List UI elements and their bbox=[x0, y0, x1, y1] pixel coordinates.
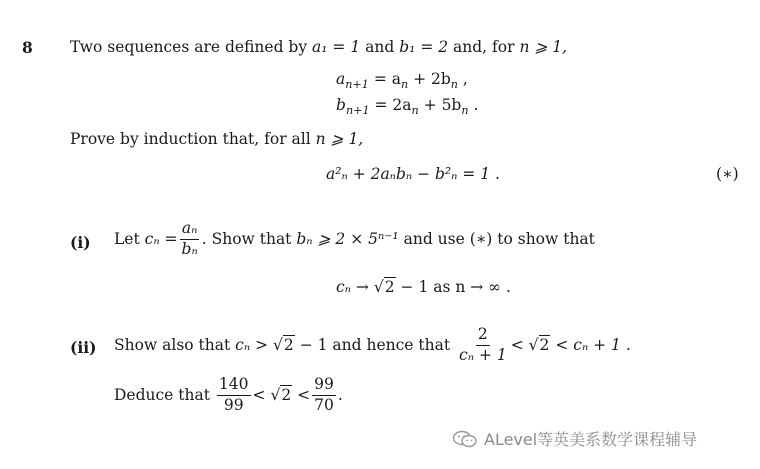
lt-symbol: < bbox=[252, 386, 266, 405]
deduce-end: . bbox=[337, 386, 343, 405]
hence-fraction-den: cₙ + 1 bbox=[459, 345, 507, 364]
deduce-text: Deduce that bbox=[114, 386, 210, 405]
sqrt-symbol: √2 bbox=[270, 386, 292, 405]
eq2-end: . bbox=[468, 96, 479, 114]
sqrt-radicand: 2 bbox=[539, 336, 550, 355]
show-also-text: Show also that bbox=[114, 336, 231, 355]
lt-symbol: < bbox=[510, 336, 524, 355]
deduce-fraction-1-den: 99 bbox=[223, 395, 244, 414]
tail-text: < cₙ + 1 . bbox=[555, 336, 631, 355]
prove-condition: n ⩾ 1, bbox=[315, 130, 364, 148]
cn-fraction-den: bₙ bbox=[181, 239, 198, 258]
hence-fraction-num: 2 bbox=[476, 326, 490, 346]
intro-and: and bbox=[365, 38, 395, 56]
deduce-fraction-1-num: 140 bbox=[217, 376, 251, 396]
cn-gt: cₙ > bbox=[235, 336, 269, 355]
limit-lhs: cₙ → bbox=[336, 278, 369, 296]
eq1-rhs2: + 2b bbox=[408, 70, 451, 88]
let-text: Let bbox=[114, 230, 140, 249]
part-i-line bbox=[114, 220, 595, 259]
sqrt-symbol: √2 bbox=[273, 336, 294, 355]
deduce-line bbox=[114, 376, 343, 415]
identity-star: a²ₙ + 2aₙbₙ − b²ₙ = 1 . bbox=[326, 165, 500, 183]
eq2-rhs2-sub: n bbox=[461, 104, 469, 118]
limit-line bbox=[336, 278, 511, 296]
cn-def: cₙ = bbox=[144, 230, 178, 249]
show-text: . Show that bbox=[201, 230, 292, 249]
recurrence-a bbox=[336, 70, 468, 91]
identity-tag: (∗) bbox=[716, 165, 739, 183]
eq2-rhs: = 2a bbox=[374, 96, 412, 114]
deduce-fraction-2-den: 70 bbox=[314, 395, 334, 414]
eq2-rhs2: + 5b bbox=[418, 96, 462, 114]
eq1-rhs2-sub: n bbox=[450, 78, 458, 92]
deduce-fraction-2 bbox=[312, 376, 336, 415]
intro-and-for: and, for bbox=[453, 38, 515, 56]
eq2-lhs-sub: n+1 bbox=[345, 104, 370, 118]
eq2-lhs: b bbox=[336, 96, 346, 114]
cn-fraction bbox=[180, 220, 200, 259]
recurrence-b bbox=[336, 96, 478, 117]
prove-text: Prove by induction that, for all bbox=[70, 130, 311, 148]
limit-rest: − 1 as n → ∞ . bbox=[400, 278, 511, 296]
question-number: 8 bbox=[22, 38, 33, 57]
intro-b1: b₁ = 2 bbox=[399, 38, 449, 56]
intro-a1: a₁ = 1 bbox=[312, 38, 361, 56]
hence-fraction bbox=[457, 326, 509, 365]
minus-one-text: − 1 and hence that bbox=[299, 336, 451, 355]
eq1-lhs-sub: n+1 bbox=[345, 78, 369, 92]
watermark-text: ALevel等英美系数学课程辅导 bbox=[484, 430, 698, 449]
bn-inequality: bₙ ⩾ 2 × 5ⁿ⁻¹ bbox=[296, 230, 399, 249]
part-ii-line bbox=[114, 326, 631, 365]
sqrt-radicand: 2 bbox=[281, 386, 292, 405]
deduce-fraction-1 bbox=[217, 376, 251, 415]
watermark bbox=[452, 427, 697, 450]
sqrt-radicand: 2 bbox=[384, 278, 395, 296]
part-ii-label: (ii) bbox=[70, 338, 97, 357]
eq1-lhs: a bbox=[336, 70, 346, 88]
wechat-icon bbox=[452, 430, 478, 448]
and-use-text: and use (∗) to show that bbox=[403, 230, 595, 249]
eq2-rhs-sub: n bbox=[411, 104, 419, 118]
eq1-rhs-sub: n bbox=[400, 78, 409, 92]
lt-symbol: < bbox=[297, 386, 311, 405]
deduce-fraction-2-num: 99 bbox=[312, 376, 336, 396]
sqrt-symbol: √2 bbox=[528, 336, 550, 355]
intro-line bbox=[70, 38, 567, 56]
sqrt-symbol: √2 bbox=[373, 278, 395, 296]
part-i-label: (i) bbox=[70, 233, 91, 252]
cn-fraction-num: aₙ bbox=[180, 220, 200, 240]
intro-n-condition: n ⩾ 1, bbox=[519, 38, 568, 56]
sqrt-radicand: 2 bbox=[283, 336, 294, 355]
eq1-rhs: = a bbox=[373, 70, 401, 88]
intro-text: Two sequences are defined by bbox=[70, 38, 308, 56]
eq1-end: , bbox=[457, 70, 468, 88]
prove-line bbox=[70, 130, 363, 148]
